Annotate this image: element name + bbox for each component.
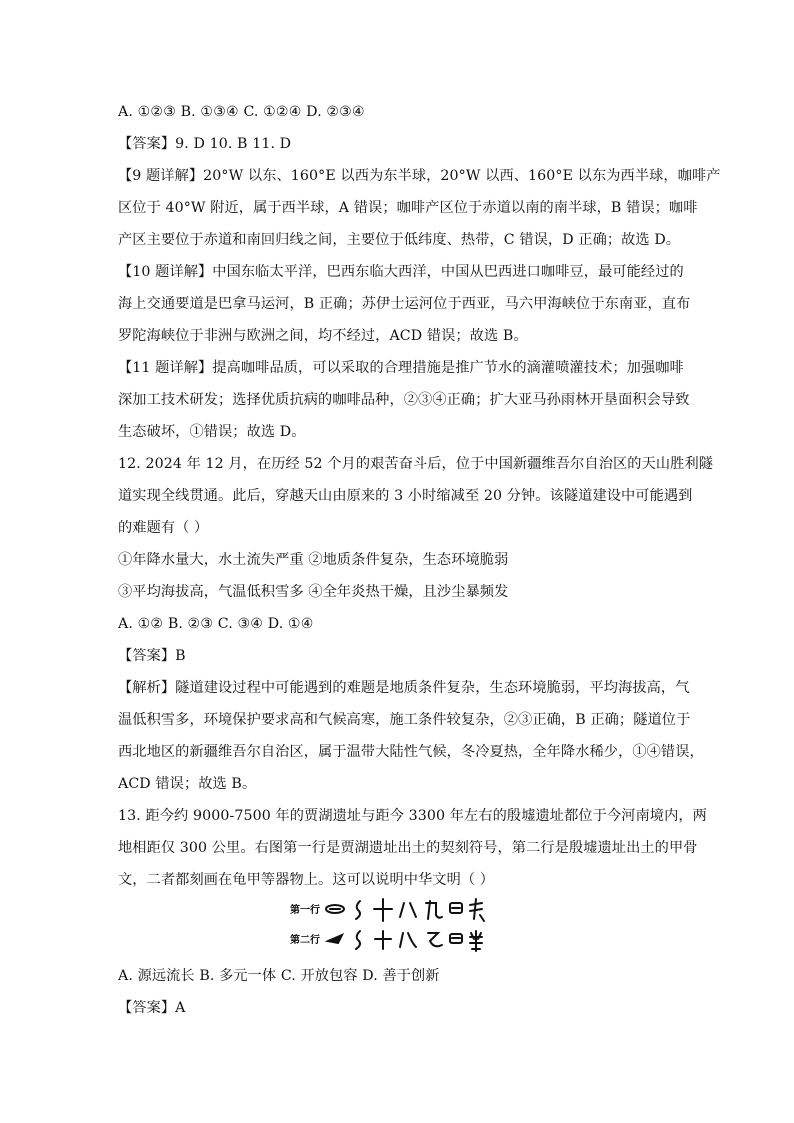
glyph-plant-2 [470,931,482,951]
symbols-drawing [290,893,510,957]
explanation-10-line1: 【10 题详解】中国东临太平洋，巴西东临大西洋，中国从巴西进口咖啡豆，最可能经过的 [118,264,684,280]
explanation-9-line2: 区位于 40°W 附近，属于西半球，A 错误；咖啡产区位于赤道以南的南半球，B 错误；咖啡 [118,200,698,216]
explanation-11-line1: 【11 题详解】提高咖啡品质，可以采取的合理措施是推广节水的滴灌喷灌技术；加强咖啡 [118,360,684,376]
analysis-12-line3: 西北地区的新疆维吾尔自治区，属于温带大陆性气候，冬冷夏热，全年降水稀少，①④错误， [118,744,704,760]
explanation-9-line1: 【9 题详解】20°W 以东、160°E 以西为东半球，20°W 以西、160°E 以东为西半球，咖啡产 [118,168,721,184]
explanation-10-line3: 罗陀海峡位于非洲与欧洲之间，均不经过，ACD 错误；故选 B。 [118,328,528,344]
glyph-plant-1 [470,899,484,921]
q9-11-options: A. ①②③ B. ①③④ C. ①②④ D. ②③④ [118,104,365,120]
glyph-eight-2 [400,933,416,947]
question-13-line1: 13. 距今约 9000-7500 年的贾湖遗址与距今 3300 年左右的殷墟遗址都位于今河南境内，两 [118,808,707,824]
row1-glyphs [326,899,484,921]
glyph-nine-2 [428,933,442,946]
question-12-options: A. ①② B. ②③ C. ③④ D. ①④ [118,616,314,632]
row2-label: 第二行 [290,935,320,946]
explanation-11-line2: 深加工技术研发；选择优质抗病的咖啡品种，②③④正确；扩大亚马孙雨林开垦面积会导致 [118,392,690,408]
row2-glyphs [328,931,482,951]
question-13-line2: 地相距仅 300 公里。右图第一行是贾湖遗址出土的契刻符号，第二行是殷墟遗址出土的甲骨 [118,840,698,856]
glyph-nine-1 [426,901,442,919]
analysis-12-line1: 【解析】隧道建设过程中可能遇到的难题是地质条件复杂，生态环境脆弱，平均海拔高，气 [118,680,690,696]
question-12-line1: 12. 2024 年 12 月，在历经 52 个月的艰苦奋斗后，位于中国新疆维吾尔自治区的天山胜利隧 [118,456,714,472]
analysis-12-line4: ACD 错误；故选 B。 [118,776,257,792]
explanation-10-line2: 海上交通要道是巴拿马运河，B 正确；苏伊士运河位于西亚，马六甲海峡位于东南亚，直布 [118,296,691,312]
question-12-line3: 的难题有（ ） [118,520,209,536]
answer-9-11: 【答案】9. D 10. B 11. D [118,136,292,152]
question-13-options: A. 源远流长 B. 多元一体 C. 开放包容 D. 善于创新 [118,968,440,984]
question-12-statements-1-2: ①年降水量大，水土流失严重 ②地质条件复杂，生态环境脆弱 [118,552,509,568]
explanation-9-line3: 产区主要位于赤道和南回归线之间，主要位于低纬度、热带，C 错误，D 正确；故选 D。 [118,232,681,248]
explanation-11-line3: 生态破坏，①错误；故选 D。 [118,424,306,440]
analysis-12-line2: 温低积雪多，环境保护要求高和气候高寒，施工条件较复杂，②③正确，B 正确；隧道位于 [118,712,691,728]
oracle-symbols-figure [290,893,510,957]
answer-13: 【答案】A [118,1000,186,1016]
glyph-hook-1 [356,901,360,919]
answer-12: 【答案】B [118,648,186,664]
glyph-hook-2 [356,931,360,949]
question-12-statements-3-4: ③平均海拔高，气温低积雪多 ④全年炎热干燥，且沙尘暴频发 [118,584,509,600]
question-13-line3: 文，二者都刻画在龟甲等器物上。这可以说明中华文明（ ） [118,872,495,888]
question-12-line2: 道实现全线贯通。此后，穿越天山由原来的 3 小时缩减至 20 分钟。该隧道建设中可能遇到 [118,488,693,504]
glyph-eight-1 [400,903,416,917]
row1-label: 第一行 [290,905,320,916]
glyph-eye-2 [328,935,342,943]
